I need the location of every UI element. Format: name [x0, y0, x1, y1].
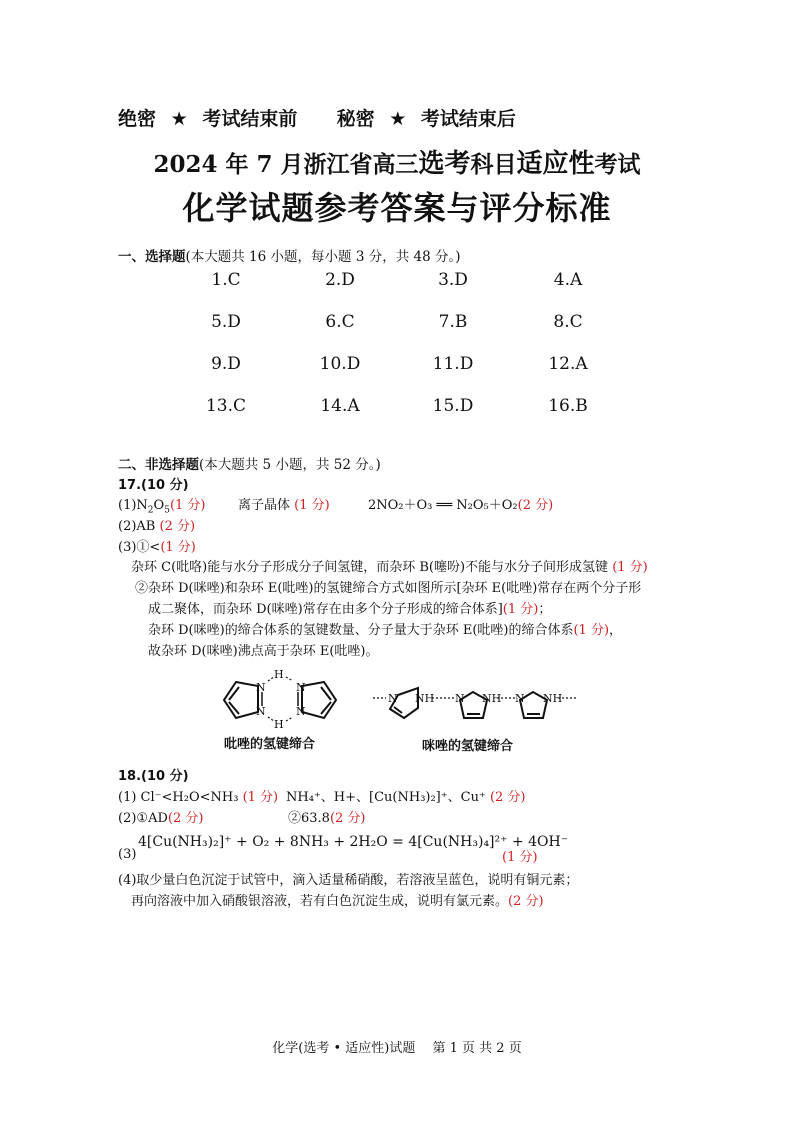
q18-line-2: (2)①AD(2 分) — [118, 811, 204, 826]
q17-heading: 17.(10 分) — [118, 478, 189, 493]
conf-right-label: 秘密 — [336, 108, 375, 130]
answer-cell: 15.D — [432, 396, 474, 416]
answer-cell: 6.C — [325, 312, 355, 332]
q17-line-5: ②杂环 D(咪唑)和杂环 E(吡唑)的氢键缔合方式如图所示[杂环 E(吡唑)常存在两个分子形 — [135, 581, 642, 596]
section-1-heading: 一、选择题(本大题共 16 小题，每小题 3 分，共 48 分。) — [118, 249, 461, 265]
answer-cell: 9.D — [211, 354, 241, 374]
q18-line-1: (1) Cl⁻<H₂O<NH₃ (1 分) — [118, 790, 279, 805]
answer-cell: 12.A — [548, 354, 588, 374]
atom-label: N — [256, 705, 266, 718]
atom-label: NH — [415, 692, 435, 705]
q17-line-8: 故杂环 D(咪唑)沸点高于杂环 E(吡唑)。 — [148, 644, 379, 659]
confidentiality-line — [118, 104, 516, 131]
answer-row — [160, 312, 620, 354]
atom-label: N — [296, 705, 306, 718]
atom-label: N — [515, 692, 525, 705]
score-label: (1 分) — [502, 850, 538, 865]
answer-cell: 11.D — [432, 354, 474, 374]
conf-left-label: 绝密 — [118, 108, 157, 130]
answer-cell: 10.D — [319, 354, 361, 374]
answer-cell: 7.B — [438, 312, 468, 332]
answer-cell: 4.A — [553, 270, 583, 290]
atom-label: N — [388, 692, 398, 705]
q17-line-3: (3)①<(1 分) — [118, 540, 196, 555]
star-icon: ★ — [389, 108, 407, 130]
atom-label: N — [296, 681, 306, 694]
answer-cell: 3.D — [438, 270, 468, 290]
page-footer: 化学(选考 • 适应性)试题 第 1 页 共 2 页 — [272, 1041, 522, 1056]
answer-cell: 8.C — [553, 312, 583, 332]
section-2-heading: 二、非选择题(本大题共 5 小题，共 52 分。) — [118, 457, 381, 473]
exam-title: 2024 年 7 月浙江省高三选考科目适应性考试 — [153, 149, 641, 179]
pyrazole-dimer — [224, 677, 336, 721]
answer-cell: 5.D — [211, 312, 241, 332]
q18-equation: 4[Cu(NH₃)₂]⁺ + O₂ + 8NH₃ + 2H₂O = 4[Cu(NH₃)₄]²⁺ + 4OH⁻ — [138, 834, 569, 850]
q18-heading: 18.(10 分) — [118, 769, 189, 784]
atom-label: H — [274, 718, 284, 731]
atom-label: H — [274, 668, 284, 681]
atom-label: N — [256, 681, 266, 694]
q18-line-3-label: (3) — [118, 847, 137, 862]
mc-answer-grid — [160, 270, 620, 438]
page-title: 化学试题参考答案与评分标准 — [182, 189, 612, 227]
imidazole-caption: 咪唑的氢键缔合 — [422, 739, 514, 754]
answer-row — [160, 270, 620, 312]
q18-line-5: 再向溶液中加入硝酸银溶液，若有白色沉淀生成，说明有氯元素。(2 分) — [131, 894, 544, 909]
answer-cell: 14.A — [320, 396, 360, 416]
answer-cell: 13.C — [205, 396, 247, 416]
answer-row — [160, 396, 620, 438]
atom-label: N — [455, 692, 465, 705]
conf-left-text: 考试结束前 — [202, 108, 298, 130]
q17-line-1: $(1)N_2O_5(1$ 分) — [118, 498, 206, 516]
q17-line-6: 成二聚体，而杂环 D(咪唑)常存在由多个分子形成的缔合体系](1 分)； — [148, 602, 552, 617]
q17-line-4: 杂环 C(吡咯)能与水分子形成分子间氢键，而杂环 B(噻吩)不能与水分子间形成氢键 (1 分) — [131, 560, 648, 575]
star-icon: ★ — [170, 108, 188, 130]
answer-row — [160, 354, 620, 396]
answer-cell: 16.B — [548, 396, 588, 416]
q17-line-2: (2)AB (2 分) — [118, 519, 196, 534]
answer-cell: 2.D — [325, 270, 355, 290]
pyrazole-caption: 吡唑的氢键缔合 — [224, 737, 316, 752]
conf-right-text: 考试结束后 — [420, 108, 516, 130]
atom-label: NH — [543, 692, 563, 705]
q17-line-7: 杂环 D(咪唑)的缔合体系的氢键数量、分子量大于杂环 E(吡唑)的缔合体系(1 分)， — [148, 623, 623, 638]
atom-label: NH — [482, 692, 502, 705]
q18-line-4: (4)取少量白色沉淀于试管中，滴入适量稀硝酸，若溶液呈蓝色，说明有铜元素； — [118, 873, 579, 888]
answer-cell: 1.C — [211, 270, 241, 290]
